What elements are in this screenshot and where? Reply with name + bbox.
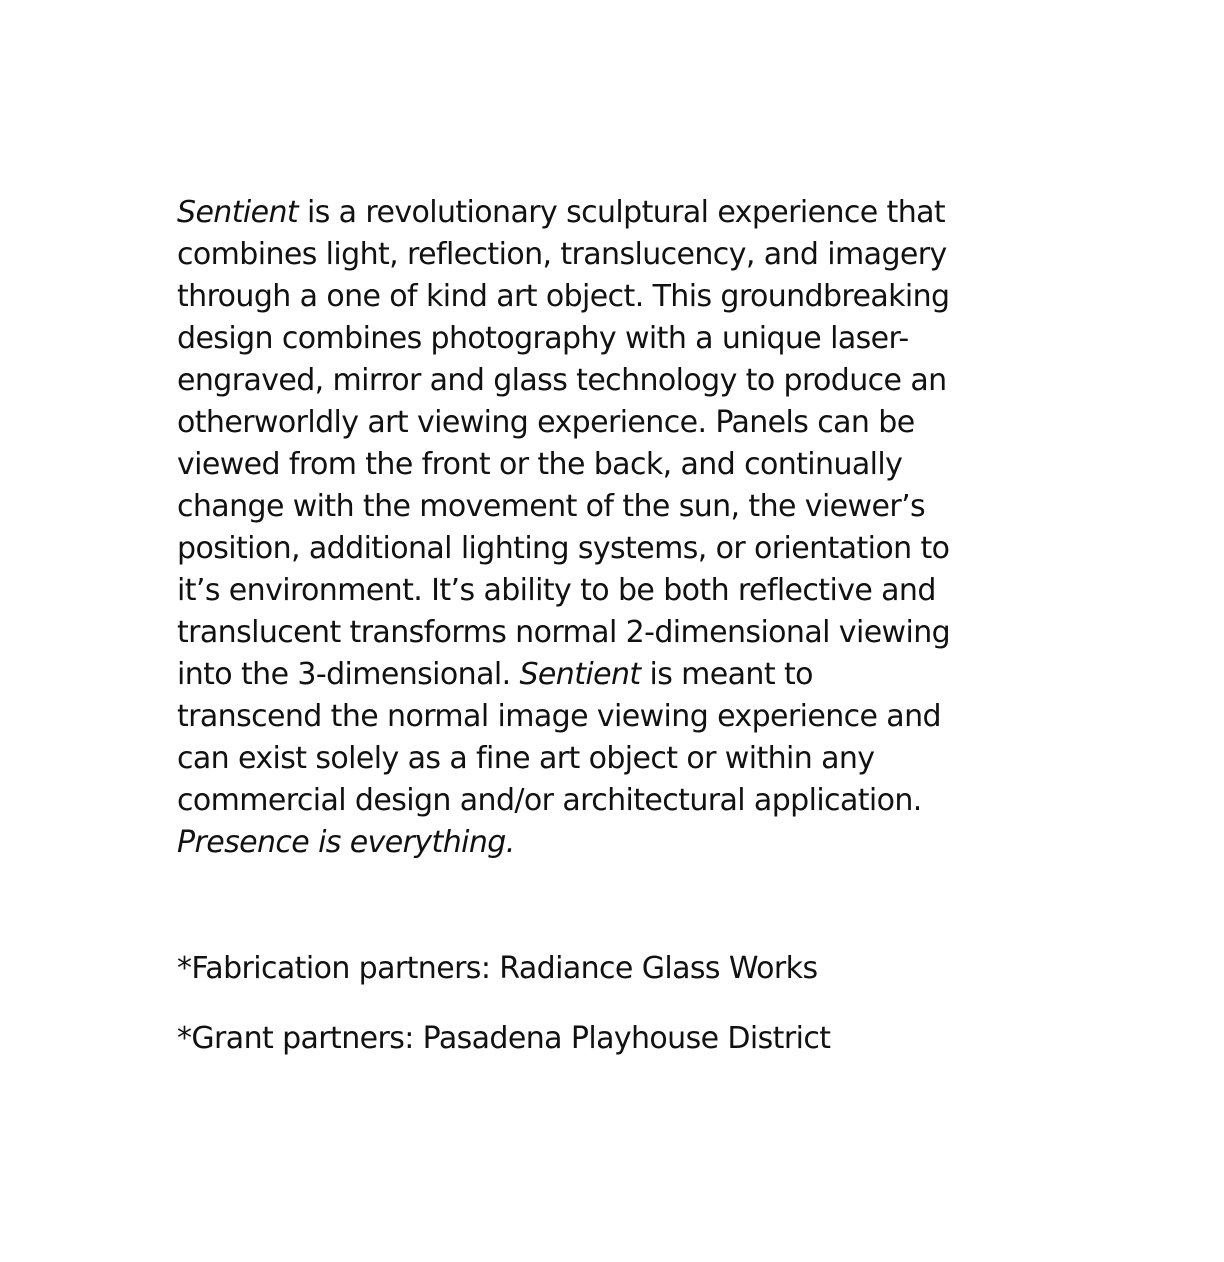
paragraph-line: otherworldly art viewing experience. Panels can be xyxy=(177,405,915,440)
paragraph-line: commercial design and/or architectural application. xyxy=(177,783,922,818)
italic-title: Sentient xyxy=(177,195,299,230)
paragraph-line: it’s environment. It’s ability to be both reflective and xyxy=(177,573,936,608)
paragraph-line: combines light, reflection, translucency, and imagery xyxy=(177,237,947,272)
paragraph-line: engraved, mirror and glass technology to produce an xyxy=(177,363,947,398)
paragraph-line: Sentient is a revolutionary sculptural experience that xyxy=(177,195,946,230)
credits-section xyxy=(177,948,1057,1060)
paragraph-line: can exist solely as a fine art object or within any xyxy=(177,741,875,776)
paragraph-line: position, additional lighting systems, or orientation to xyxy=(177,531,950,566)
grant-partners: *Grant partners: Pasadena Playhouse District xyxy=(177,1021,831,1056)
italic-title: Sentient xyxy=(519,657,641,692)
paragraph-line: into the 3-dimensional. Sentient is meant to xyxy=(177,657,813,692)
italic-tagline: Presence is everything. xyxy=(177,825,515,860)
fabrication-partners: *Fabrication partners: Radiance Glass Works xyxy=(177,951,818,986)
paragraph-line: translucent transforms normal 2-dimensional viewing xyxy=(177,615,951,650)
paragraph-line: through a one of kind art object. This groundbreaking xyxy=(177,279,950,314)
paragraph-line: design combines photography with a unique laser- xyxy=(177,321,909,356)
paragraph-line: transcend the normal image viewing experience and xyxy=(177,699,941,734)
paragraph-line: viewed from the front or the back, and continually xyxy=(177,447,903,482)
paragraph-line xyxy=(177,822,1057,864)
paragraph-line: change with the movement of the sun, the viewer’s xyxy=(177,489,926,524)
description-paragraph xyxy=(177,192,1057,864)
